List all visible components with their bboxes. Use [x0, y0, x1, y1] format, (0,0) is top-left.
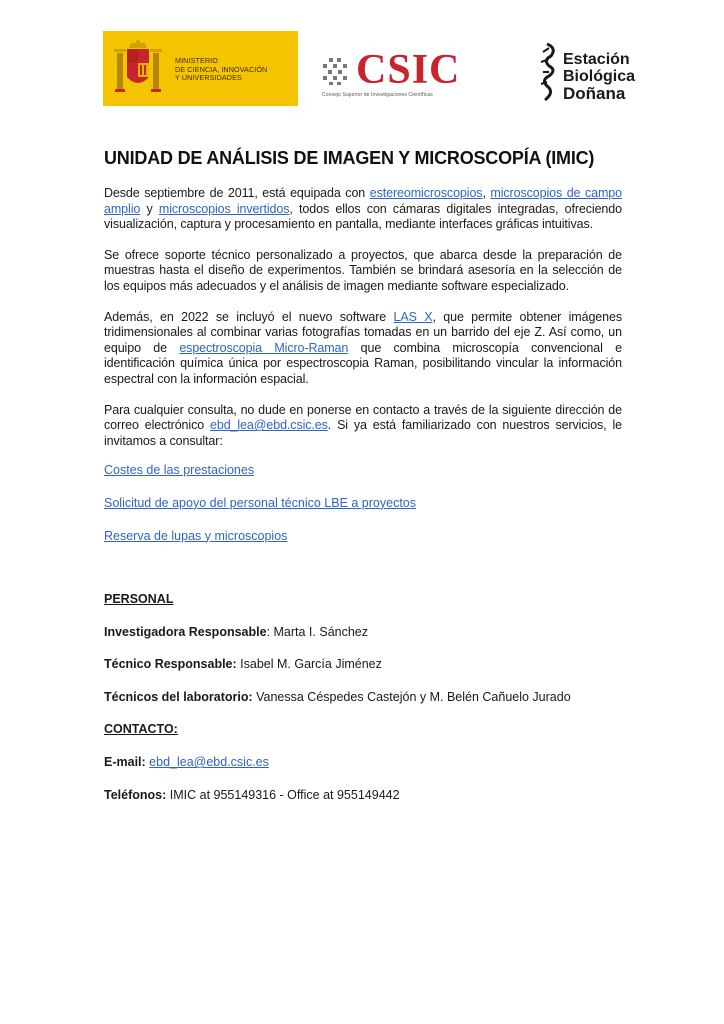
link-solicitud-row: [104, 496, 622, 512]
page-content: [104, 148, 622, 803]
link-costes-row: [104, 463, 622, 479]
telefonos-row: [104, 788, 622, 804]
link-microscopios-invertidos[interactable]: microscopios invertidos: [158, 201, 290, 216]
email-link[interactable]: ebd_lea@ebd.csic.es: [209, 418, 328, 433]
page-header: [0, 0, 724, 120]
csic-subtitle: Consejo Superior de Investigaciones Científicas: [322, 92, 433, 98]
support-paragraph: Se ofrece soporte técnico personalizado a proyectos, que abarca desde la preparación de muestras hasta el diseño de experimentos. También se brindará asesoría en la selección de los equipos más adecuados y el análisis de imagen mediante software especializado.: [104, 247, 622, 293]
investigadora-label: Investigadora Responsable: [104, 624, 267, 639]
text-run: , que permite obtener imágenes tridimensionales al combinar varias fotografías tomadas en un barrido del eje Z. Así como, un equipo de: [104, 309, 623, 355]
intro-paragraph: [104, 186, 622, 233]
ministerio-line-2: DE CIENCIA, INNOVACIÓN: [175, 64, 268, 74]
telefonos-label: Teléfonos:: [104, 787, 167, 802]
tecnicos-lab-label: Técnicos del laboratorio:: [104, 689, 253, 704]
tecnico-row: [104, 657, 622, 673]
csic-logo: [320, 47, 490, 100]
tecnicos-lab-value: Vanessa Céspedes Castejón y M. Belén Cañuelo Jurado: [252, 689, 571, 704]
link-micro-raman[interactable]: espectroscopia Micro-Raman: [179, 340, 349, 355]
link-reserva-row: [104, 529, 622, 545]
email-row: [104, 755, 622, 771]
ministerio-logo: [103, 31, 298, 106]
contact-paragraph: [104, 403, 622, 450]
ebd-logo: [537, 40, 647, 104]
text-run: Desde septiembre de 2011, está equipada con: [104, 186, 370, 200]
text-run: y: [140, 201, 159, 216]
link-costes-prestaciones[interactable]: Costes de las prestaciones: [104, 463, 255, 478]
software-paragraph: [104, 310, 622, 388]
link-estereomicroscopios[interactable]: estereomicroscopios: [369, 186, 483, 200]
personal-heading: PERSONAL: [104, 592, 174, 607]
contact-email-link[interactable]: ebd_lea@ebd.csic.es: [149, 755, 269, 770]
ministerio-line-3: Y UNIVERSIDADES: [175, 73, 242, 83]
bird-icon: [537, 42, 563, 102]
page-title: UNIDAD DE ANÁLISIS DE IMAGEN Y MICROSCOPÍA (IMIC): [104, 148, 595, 168]
text-run: , todos ellos con cámaras digitales integradas, ofreciendo visualización, captura y procesamiento en pantalla, mediante interfaces gráficas intuitivas.: [104, 201, 622, 232]
ebd-line-1: Estación: [563, 51, 630, 68]
text-run: . Si ya está familiarizado con nuestros servicios, le invitamos a consultar:: [104, 418, 622, 448]
text-run: ,: [482, 186, 491, 200]
csic-emblem-icon: [320, 56, 350, 86]
tecnico-label: Técnico Responsable:: [104, 657, 237, 672]
investigadora-row: [104, 625, 622, 641]
email-label: E-mail:: [104, 755, 146, 770]
ministerio-text: [175, 57, 295, 83]
investigadora-value: : Marta I. Sánchez: [266, 624, 368, 639]
link-reserva-lupas[interactable]: Reserva de lupas y microscopios: [104, 528, 288, 543]
tecnico-value: Isabel M. García Jiménez: [236, 657, 382, 672]
tecnicos-lab-row: [104, 690, 622, 706]
telefonos-value: IMIC at 955149316 - Office at 955149442: [166, 787, 400, 802]
link-las-x[interactable]: LAS X: [393, 309, 433, 324]
link-solicitud-apoyo[interactable]: Solicitud de apoyo del personal técnico LBE a proyectos: [104, 495, 416, 510]
csic-wordmark: CSIC: [356, 47, 461, 93]
ebd-line-2: Biológica: [563, 68, 636, 85]
contacto-heading: CONTACTO:: [104, 722, 178, 737]
text-run: que combina microscopía convencional e identificación química única por espectroscopia Raman, posibilitando vincular la información espectral con la información espacial.: [104, 340, 622, 386]
text-run: Además, en 2022 se incluyó el nuevo software: [104, 309, 394, 324]
ministerio-line-1: MINISTERIO: [175, 56, 218, 65]
ebd-line-3: Doñana: [563, 84, 626, 103]
text-run: Para cualquier consulta, no dude en ponerse en contacto a través de la siguiente dirección de correo electrónico: [104, 402, 622, 433]
coat-of-arms-icon: [113, 39, 163, 97]
link-microscopios-campo-amplio[interactable]: microscopios de campo amplio: [104, 186, 622, 216]
